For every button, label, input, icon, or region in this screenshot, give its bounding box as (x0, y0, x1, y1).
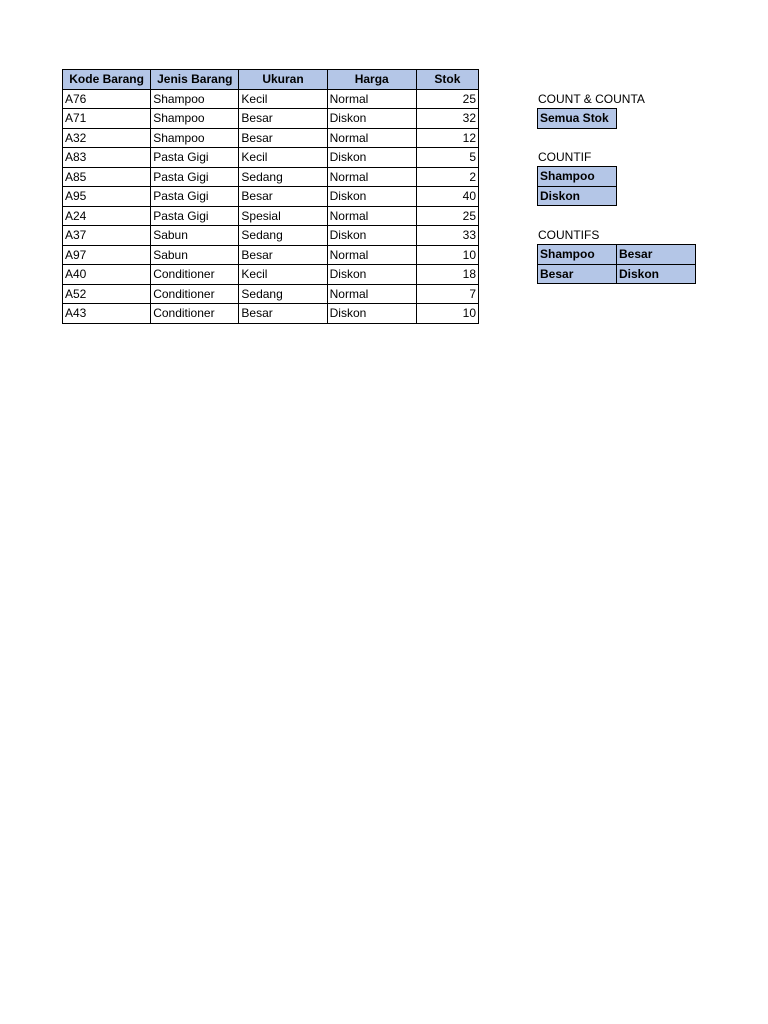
countif-cell-1-0[interactable]: Diskon (538, 186, 617, 206)
table-header-row (63, 70, 479, 90)
countifs-table (537, 244, 696, 284)
cell-stok[interactable]: 10 (416, 304, 478, 324)
table-row (63, 245, 479, 265)
cell-stok[interactable]: 10 (416, 245, 478, 265)
cell-harga[interactable]: Normal (327, 167, 416, 187)
header-stok[interactable]: Stok (416, 70, 478, 90)
header-harga[interactable]: Harga (327, 70, 416, 90)
cell-ukuran[interactable]: Besar (239, 304, 327, 324)
cell-ukuran[interactable]: Sedang (239, 226, 327, 246)
cell-harga[interactable]: Normal (327, 89, 416, 109)
cell-kode-barang[interactable]: A37 (63, 226, 151, 246)
table-row (63, 167, 479, 187)
countif-table (537, 166, 617, 206)
table-row (538, 186, 617, 206)
cell-jenis-barang[interactable]: Shampoo (151, 89, 239, 109)
table-row (538, 264, 696, 284)
cell-jenis-barang[interactable]: Pasta Gigi (151, 206, 239, 226)
cell-harga[interactable]: Diskon (327, 109, 416, 129)
cell-kode-barang[interactable]: A40 (63, 265, 151, 285)
cell-ukuran[interactable]: Sedang (239, 284, 327, 304)
cell-stok[interactable]: 12 (416, 128, 478, 148)
cell-ukuran[interactable]: Besar (239, 187, 327, 207)
cell-jenis-barang[interactable]: Pasta Gigi (151, 167, 239, 187)
table-row (63, 148, 479, 168)
table-row (63, 109, 479, 129)
cell-harga[interactable]: Diskon (327, 226, 416, 246)
cell-stok[interactable]: 33 (416, 226, 478, 246)
cell-stok[interactable]: 18 (416, 265, 478, 285)
cell-jenis-barang[interactable]: Shampoo (151, 128, 239, 148)
table-row (538, 245, 696, 265)
header-jenis-barang[interactable]: Jenis Barang (151, 70, 239, 90)
cell-kode-barang[interactable]: A97 (63, 245, 151, 265)
cell-ukuran[interactable]: Sedang (239, 167, 327, 187)
table-row (63, 304, 479, 324)
cell-ukuran[interactable]: Kecil (239, 148, 327, 168)
cell-ukuran[interactable]: Kecil (239, 89, 327, 109)
cell-jenis-barang[interactable]: Pasta Gigi (151, 148, 239, 168)
inventory-table (62, 69, 479, 324)
table-row (63, 128, 479, 148)
cell-harga[interactable]: Diskon (327, 265, 416, 285)
table-row (63, 265, 479, 285)
cell-stok[interactable]: 5 (416, 148, 478, 168)
header-ukuran[interactable]: Ukuran (239, 70, 327, 90)
cell-ukuran[interactable]: Besar (239, 245, 327, 265)
cell-kode-barang[interactable]: A52 (63, 284, 151, 304)
cell-ukuran[interactable]: Spesial (239, 206, 327, 226)
cell-kode-barang[interactable]: A85 (63, 167, 151, 187)
countif-cell-0-0[interactable]: Shampoo (538, 167, 617, 187)
cell-harga[interactable]: Diskon (327, 187, 416, 207)
count-counta-table (537, 108, 617, 129)
cell-harga[interactable]: Normal (327, 206, 416, 226)
cell-ukuran[interactable]: Besar (239, 109, 327, 129)
countifs-cell-0-1[interactable]: Besar (617, 245, 696, 265)
cell-kode-barang[interactable]: A24 (63, 206, 151, 226)
cell-stok[interactable]: 25 (416, 89, 478, 109)
countifs-cell-1-1[interactable]: Diskon (617, 264, 696, 284)
cell-jenis-barang[interactable]: Pasta Gigi (151, 187, 239, 207)
cell-ukuran[interactable]: Kecil (239, 265, 327, 285)
cell-kode-barang[interactable]: A76 (63, 89, 151, 109)
cell-harga[interactable]: Diskon (327, 148, 416, 168)
countifs-label: COUNTIFS (538, 228, 600, 242)
table-row (63, 187, 479, 207)
cell-stok[interactable]: 7 (416, 284, 478, 304)
table-row (63, 89, 479, 109)
cell-harga[interactable]: Normal (327, 128, 416, 148)
table-row (538, 167, 617, 187)
cell-jenis-barang[interactable]: Shampoo (151, 109, 239, 129)
cell-jenis-barang[interactable]: Sabun (151, 245, 239, 265)
cell-jenis-barang[interactable]: Conditioner (151, 304, 239, 324)
cell-harga[interactable]: Normal (327, 245, 416, 265)
cell-stok[interactable]: 40 (416, 187, 478, 207)
table-row (63, 226, 479, 246)
cell-harga[interactable]: Normal (327, 284, 416, 304)
cell-kode-barang[interactable]: A71 (63, 109, 151, 129)
countifs-cell-0-0[interactable]: Shampoo (538, 245, 617, 265)
cell-stok[interactable]: 2 (416, 167, 478, 187)
countifs-cell-1-0[interactable]: Besar (538, 264, 617, 284)
table-row (63, 284, 479, 304)
cell-kode-barang[interactable]: A32 (63, 128, 151, 148)
cell-kode-barang[interactable]: A95 (63, 187, 151, 207)
header-kode-barang[interactable]: Kode Barang (63, 70, 151, 90)
cell-harga[interactable]: Diskon (327, 304, 416, 324)
cell-ukuran[interactable]: Besar (239, 128, 327, 148)
table-row (63, 206, 479, 226)
count-counta-label: COUNT & COUNTA (538, 92, 645, 106)
cell-kode-barang[interactable]: A43 (63, 304, 151, 324)
table-row (538, 109, 617, 129)
cell-stok[interactable]: 32 (416, 109, 478, 129)
cell-jenis-barang[interactable]: Conditioner (151, 265, 239, 285)
cell-jenis-barang[interactable]: Conditioner (151, 284, 239, 304)
cell-stok[interactable]: 25 (416, 206, 478, 226)
countif-label: COUNTIF (538, 150, 592, 164)
cell-kode-barang[interactable]: A83 (63, 148, 151, 168)
cell-jenis-barang[interactable]: Sabun (151, 226, 239, 246)
count-counta-cell-0-0[interactable]: Semua Stok (538, 109, 617, 129)
